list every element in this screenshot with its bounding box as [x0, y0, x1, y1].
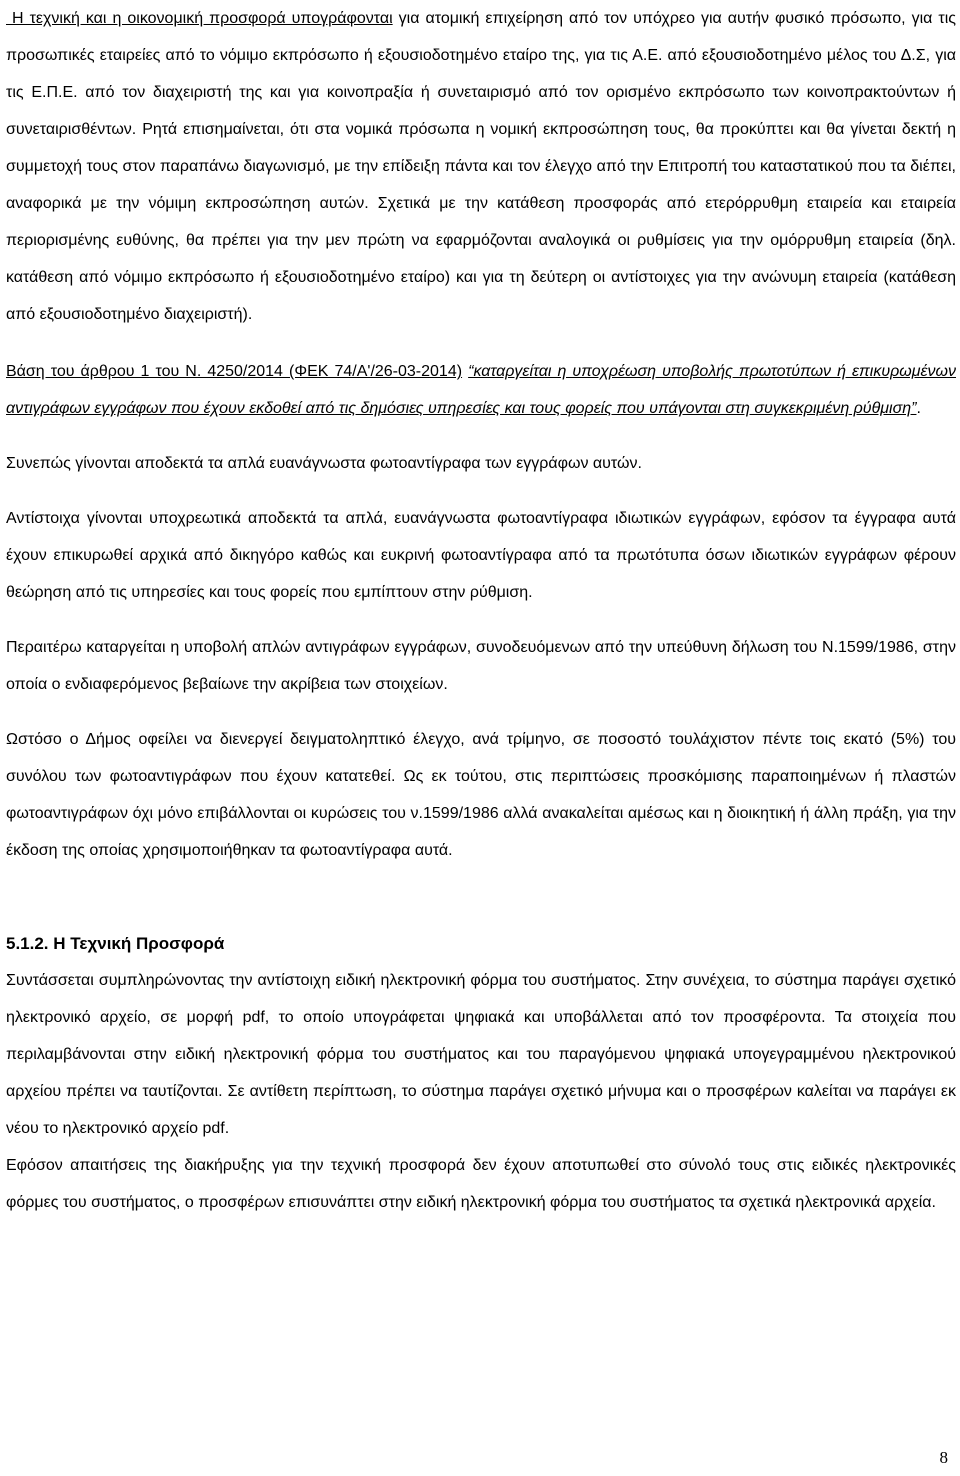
spacer: [6, 869, 956, 925]
spacer: [6, 611, 956, 629]
paragraph-technical-offer: Συντάσσεται συμπληρώνοντας την αντίστοιχη ειδική ηλεκτρονική φόρμα του συστήματος. Στην συνέχεια, το σύστημα παράγει σχετικό ηλεκτρονικό αρχείο, σε μορφή pdf, το οποίο υπογράφεται ψηφιακά και υποβάλλεται από τον προσφέροντα. Τα στοιχεία που περιλαμβάνονται στην ειδική ηλεκτρονική φόρμα του συστήματος και του παραγόμενου ψηφιακά υπογεγραμμένου ηλεκτρονικού αρχείου πρέπει να ταυτίζονται. Σε αντίθετη περίπτωση, το σύστημα παράγει σχετικό μήνυμα και ο προσφέρων καλείται να παράγει εκ νέου το ηλεκτρονικό αρχείο pdf.: [6, 972, 956, 1137]
paragraph-accepted-copies: Συνεπώς γίνονται αποδεκτά τα απλά ευανάγνωστα φωτοαντίγραφα των εγγράφων αυτών.: [6, 455, 642, 472]
paragraph-attachments: Εφόσον απαιτήσεις της διακήρυξης για την τεχνική προσφορά δεν έχουν αποτυπωθεί στο σύνολό τους στις ειδικές ηλεκτρονικές φόρμες του συστήματος, ο προσφέρων επισυνάπτει στην ειδική ηλεκτρονική φόρμα του συστήματος τα σχετικά ηλεκτρονικά αρχεία.: [6, 1157, 956, 1211]
underlined-lead-text: Η τεχνική και η οικονομική προσφορά υπογράφονται: [6, 10, 393, 27]
law-reference: Βάση του άρθρου 1 του Ν. 4250/2014 (ΦΕΚ 74/Α'/26-03-2014): [6, 363, 463, 380]
section-heading: 5.1.2. Η Τεχνική Προσφορά: [6, 934, 225, 953]
law-quote: “καταργείται η υποχρέωση υποβολής πρωτοτύπων ή επικυρωμένων αντιγράφων εγγράφων που έχουν εκδοθεί από τις δημόσιες υπηρεσίες και τους φορείς που υπάγονται στη συγκεκριμένη ρύθμιση”: [6, 363, 956, 417]
spacer: [6, 427, 956, 445]
paragraph-sample-check: Ωστόσο ο Δήμος οφείλει να διενεργεί δειγματοληπτικό έλεγχο, ανά τρίμηνο, σε ποσοστό τουλάχιστον πέντε τοις εκατό (5%) του συνόλου των φωτοαντιγράφων που έχουν κατατεθεί. Ως εκ τούτου, στις περιπτώσεις προσκόμισης παραποιημένων ή πλαστών φωτοαντιγράφων όχι μόνο επιβάλλονται οι κυρώσεις του ν.1599/1986 αλλά ανακαλείται αμέσως και η διοικητική ή άλλη πράξη, για την έκδοση της οποίας χρησιμοποιήθηκαν τα φωτοαντίγραφα αυτά.: [6, 731, 956, 859]
paragraph-private-documents: Αντίστοιχα γίνονται υποχρεωτικά αποδεκτά τα απλά, ευανάγνωστα φωτοαντίγραφα ιδιωτικών εγγράφων, εφόσον τα έγγραφα αυτά έχουν επικυρωθεί αρχικά από δικηγόρο καθώς και ευκρινή φωτοαντίγραφα από τα πρωτότυπα όσων ιδιωτικών εγγράφων φέρουν θεώρηση από τις υπηρεσίες και τους φορείς που εμπίπτουν στην ρύθμιση.: [6, 510, 956, 601]
page-number: 8: [939, 1448, 948, 1467]
spacer: [6, 482, 956, 500]
spacer: [6, 703, 956, 721]
quote-end: .: [916, 400, 921, 417]
paragraph-text: για ατομική επιχείρηση από τον υπόχρεο για αυτήν φυσικό πρόσωπο, για τις προσωπικές εταιρείες από το νόμιμο εκπρόσωπο ή εξουσιοδοτημένο εταίρο της, για τις Α.Ε. από εξουσιοδοτημένο μέλος του Δ.Σ, για τις Ε.Π.Ε. από τον διαχειριστή της και για κοινοπραξία ή συνεταιρισμό από τον ορισμένο εκπρόσωπο των κοινοπρακτούντων ή συνεταιρισθέντων. Ρητά επισημαίνεται, ότι στα νομικά πρόσωπα η νομική εκπροσώπηση τους, θα προκύπτει και θα γίνεται δεκτή η συμμετοχή τους στον παραπάνω διαγωνισμό, με την επίδειξη πάντα και τον έλεγχο από την Επιτροπή του καταστατικού που τα διέπει, αναφορικά με την νόμιμη εκπροσώπηση αυτών. Σχετικά με την κατάθεση προσφοράς από ετερόρρυθμη εταιρεία και εταιρεία περιορισμένης ευθύνης, θα πρέπει για την μεν πρώτη να εφαρμόζονται αναλογικά οι ρυθμίσεις για την ομόρρυθμη εταιρεία (δηλ. κατάθεση από νόμιμο εκπρόσωπο ή εξουσιοδοτημένο εταίρο) και για τη δεύτερη οι αντίστοιχες για την ανώνυμη εταιρεία (κατάθεση από εξουσιοδοτημένο διαχειριστή).: [6, 10, 957, 323]
paragraph-signatories: [6, 0, 956, 333]
document-page: [6, 0, 956, 1221]
paragraph-solemn-declaration: Περαιτέρω καταργείται η υποβολή απλών αντιγράφων εγγράφων, συνοδευόμενων από την υπεύθυνη δήλωση του Ν.1599/1986, στην οποία ο ενδιαφερόμενος βεβαίωνε την ακρίβεια των στοιχείων.: [6, 639, 956, 693]
spacer: [6, 333, 956, 353]
paragraph-law-reference: [6, 353, 956, 427]
